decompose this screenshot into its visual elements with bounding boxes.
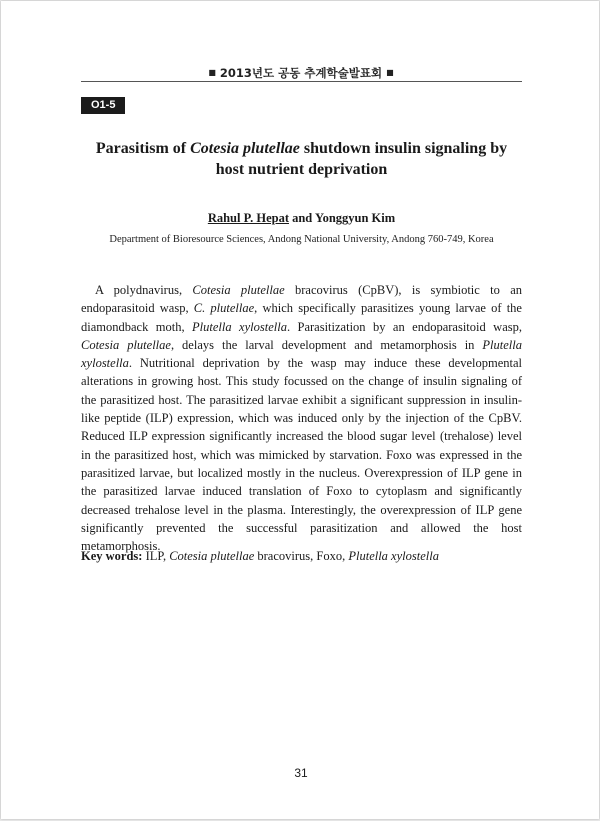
keyword-text: ILP,	[142, 549, 170, 563]
header-divider	[81, 81, 522, 82]
paper-title	[81, 138, 522, 180]
conference-name: 2013년도 공동 추계학술발표회	[219, 66, 383, 80]
author-joiner: and	[288, 211, 315, 225]
keyword-species: Cotesia plutellae	[169, 549, 255, 563]
coauthor: Yonggyun Kim	[314, 211, 396, 225]
author-line	[81, 211, 522, 226]
author-affiliation: Department of Bioresource Sciences, Andong National University, Andong 760-749, Korea	[109, 234, 494, 245]
abstract-species: C. plutellae	[193, 301, 255, 316]
keyword-text: bracovirus, Foxo,	[254, 549, 349, 563]
abstract-text: . Nutritional deprivation by the wasp may induce these developmental alterations in growing host. This study focussed on the change of insulin signaling of the parasitized host. The parasitized larvae exhibit a significant suppression in insulin-like peptide (ILP) expression, which was induced only by the injection of the CpBV. Reduced ILP expression significantly increased the blood sugar level (trehalose) level in the parasitized host, which was mimicked by starvation. Foxo was expressed in the parasitized larvae, but localized mostly in the nucleus. Overexpression of ILP gene in the parasitized larvae induced translation of Foxo to cytoplasm and significantly decreased trehalose level in the plasma. Interestingly, the overexpression of ILP gene significantly prevented the successful parasitization and allowed the host metamorphosis.	[81, 356, 522, 554]
title-part1: Parasitism of	[95, 140, 191, 157]
keywords-line	[81, 547, 522, 565]
header-marker-right: ■	[386, 68, 394, 77]
abstract-species: Cotesia plutellae	[81, 337, 171, 352]
keywords-label: Key words:	[81, 549, 143, 563]
session-code-badge: O1-5	[81, 97, 125, 114]
title-part2: shutdown insulin signaling by host nutrient deprivation	[215, 140, 508, 178]
abstract-text: A polydnavirus,	[95, 283, 193, 297]
document-page	[1, 1, 599, 819]
abstract-text: , which specifically parasitizes young larvae of the diamondback moth,	[81, 301, 522, 334]
title-species: Cotesia plutellae	[190, 140, 300, 157]
running-header	[1, 65, 600, 81]
abstract-text: . Parasitization by an endoparasitoid wasp,	[286, 319, 522, 334]
abstract-species: Cotesia plutellae	[192, 283, 285, 297]
page-number: 31	[294, 766, 308, 780]
abstract-text: bracovirus (CpBV), is symbiotic to an endoparasitoid wasp,	[81, 283, 523, 316]
presenting-author: Rahul P. Hepat	[207, 211, 289, 225]
keyword-species: Plutella xylostella	[348, 549, 439, 563]
header-marker-left: ■	[208, 68, 216, 77]
abstract-text: , delays the larval development and metamorphosis in	[170, 337, 483, 352]
abstract-species: Plutella xylostella	[81, 337, 522, 371]
abstract-species: Plutella xylostella	[192, 319, 287, 334]
abstract-body	[81, 281, 522, 555]
